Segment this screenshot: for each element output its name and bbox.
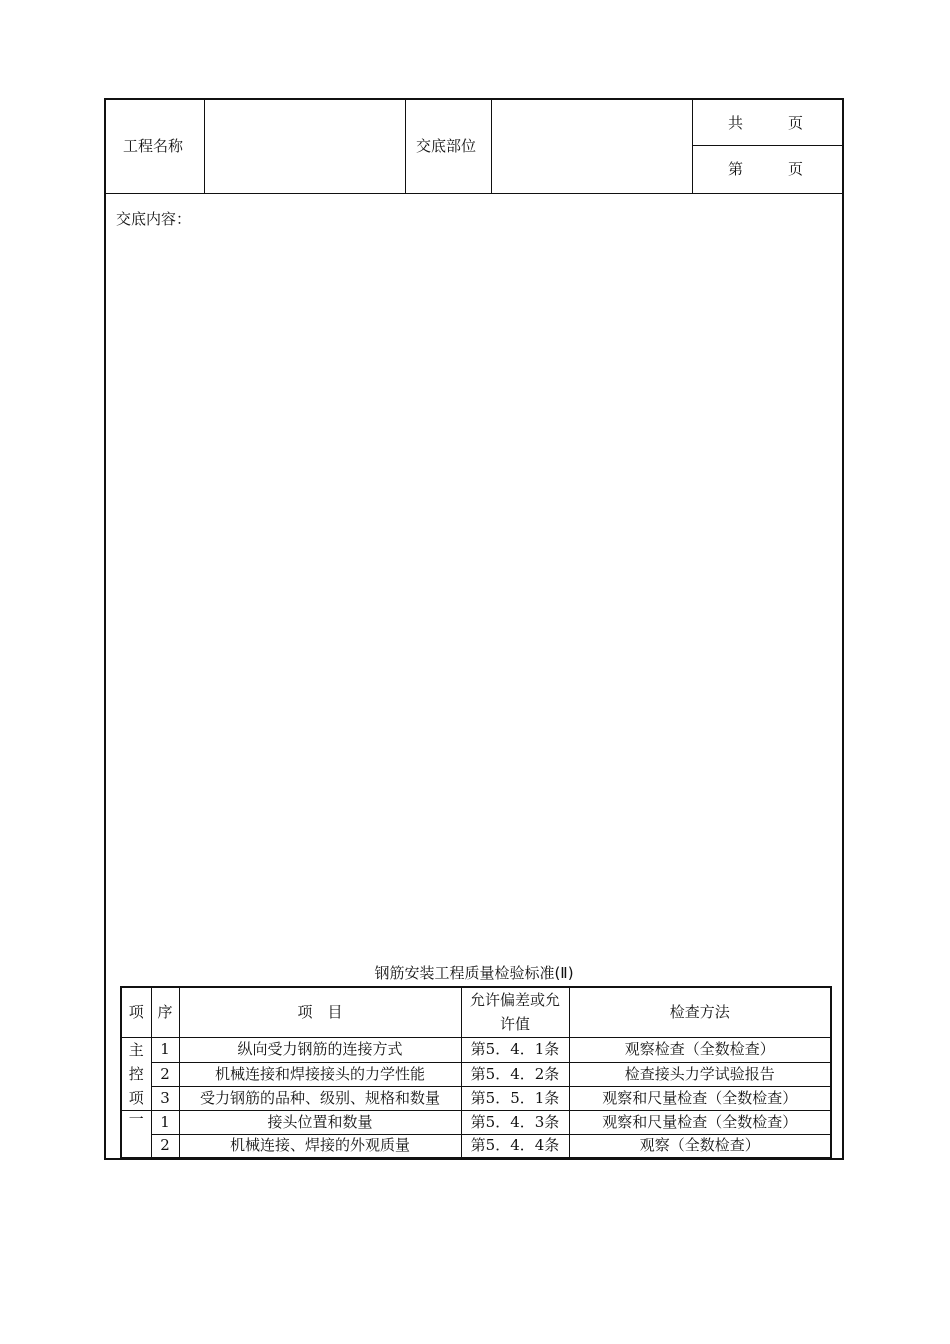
col-method: 检查方法 bbox=[569, 987, 831, 1037]
table-row bbox=[121, 1110, 831, 1134]
table-row bbox=[121, 1062, 831, 1086]
row-tolerance: 第5．4．3条 bbox=[461, 1110, 569, 1134]
col-category: 项 bbox=[121, 987, 151, 1037]
category-main: 主控项 bbox=[121, 1037, 151, 1110]
col-tolerance: 允许偏差或允许值 bbox=[461, 987, 569, 1037]
table-header-row bbox=[121, 987, 831, 1037]
table-row bbox=[121, 1086, 831, 1110]
form-header bbox=[106, 100, 842, 194]
row-seq: 1 bbox=[151, 1110, 179, 1134]
row-seq: 2 bbox=[151, 1062, 179, 1086]
row-method: 观察检查（全数检查） bbox=[569, 1037, 831, 1062]
row-tolerance: 第5．4．2条 bbox=[461, 1062, 569, 1086]
row-item: 纵向受力钢筋的连接方式 bbox=[179, 1037, 461, 1062]
standard-table bbox=[120, 986, 832, 1159]
row-seq: 2 bbox=[151, 1134, 179, 1158]
row-method: 检查接头力学试验报告 bbox=[569, 1062, 831, 1086]
row-item: 接头位置和数量 bbox=[179, 1110, 461, 1134]
row-item: 受力钢筋的品种、级别、规格和数量 bbox=[179, 1086, 461, 1110]
row-item: 机械连接和焊接接头的力学性能 bbox=[179, 1062, 461, 1086]
col-item: 项 目 bbox=[179, 987, 461, 1037]
row-seq: 1 bbox=[151, 1037, 179, 1062]
col-seq: 序 bbox=[151, 987, 179, 1037]
row-tolerance: 第5．4．4条 bbox=[461, 1134, 569, 1158]
table-row bbox=[121, 1037, 831, 1062]
handover-location-label: 交底部位 bbox=[416, 137, 477, 155]
handover-form bbox=[104, 98, 844, 1160]
row-tolerance: 第5．4．1条 bbox=[461, 1037, 569, 1062]
standard-title: 钢筋安装工程质量检验标准(Ⅱ) bbox=[374, 964, 574, 982]
page-number-label: 第 页 bbox=[728, 160, 804, 178]
row-tolerance: 第5．5．1条 bbox=[461, 1086, 569, 1110]
category-general: 一 bbox=[121, 1110, 151, 1158]
row-item: 机械连接、焊接的外观质量 bbox=[179, 1134, 461, 1158]
row-method: 观察和尺量检查（全数检查） bbox=[569, 1110, 831, 1134]
total-pages-label: 共 页 bbox=[728, 114, 804, 132]
row-seq: 3 bbox=[151, 1086, 179, 1110]
project-name-label: 工程名称 bbox=[123, 137, 184, 155]
row-method: 观察和尺量检查（全数检查） bbox=[569, 1086, 831, 1110]
content-label: 交底内容： bbox=[116, 210, 192, 228]
row-method: 观察（全数检查） bbox=[569, 1134, 831, 1158]
table-row bbox=[121, 1134, 831, 1158]
